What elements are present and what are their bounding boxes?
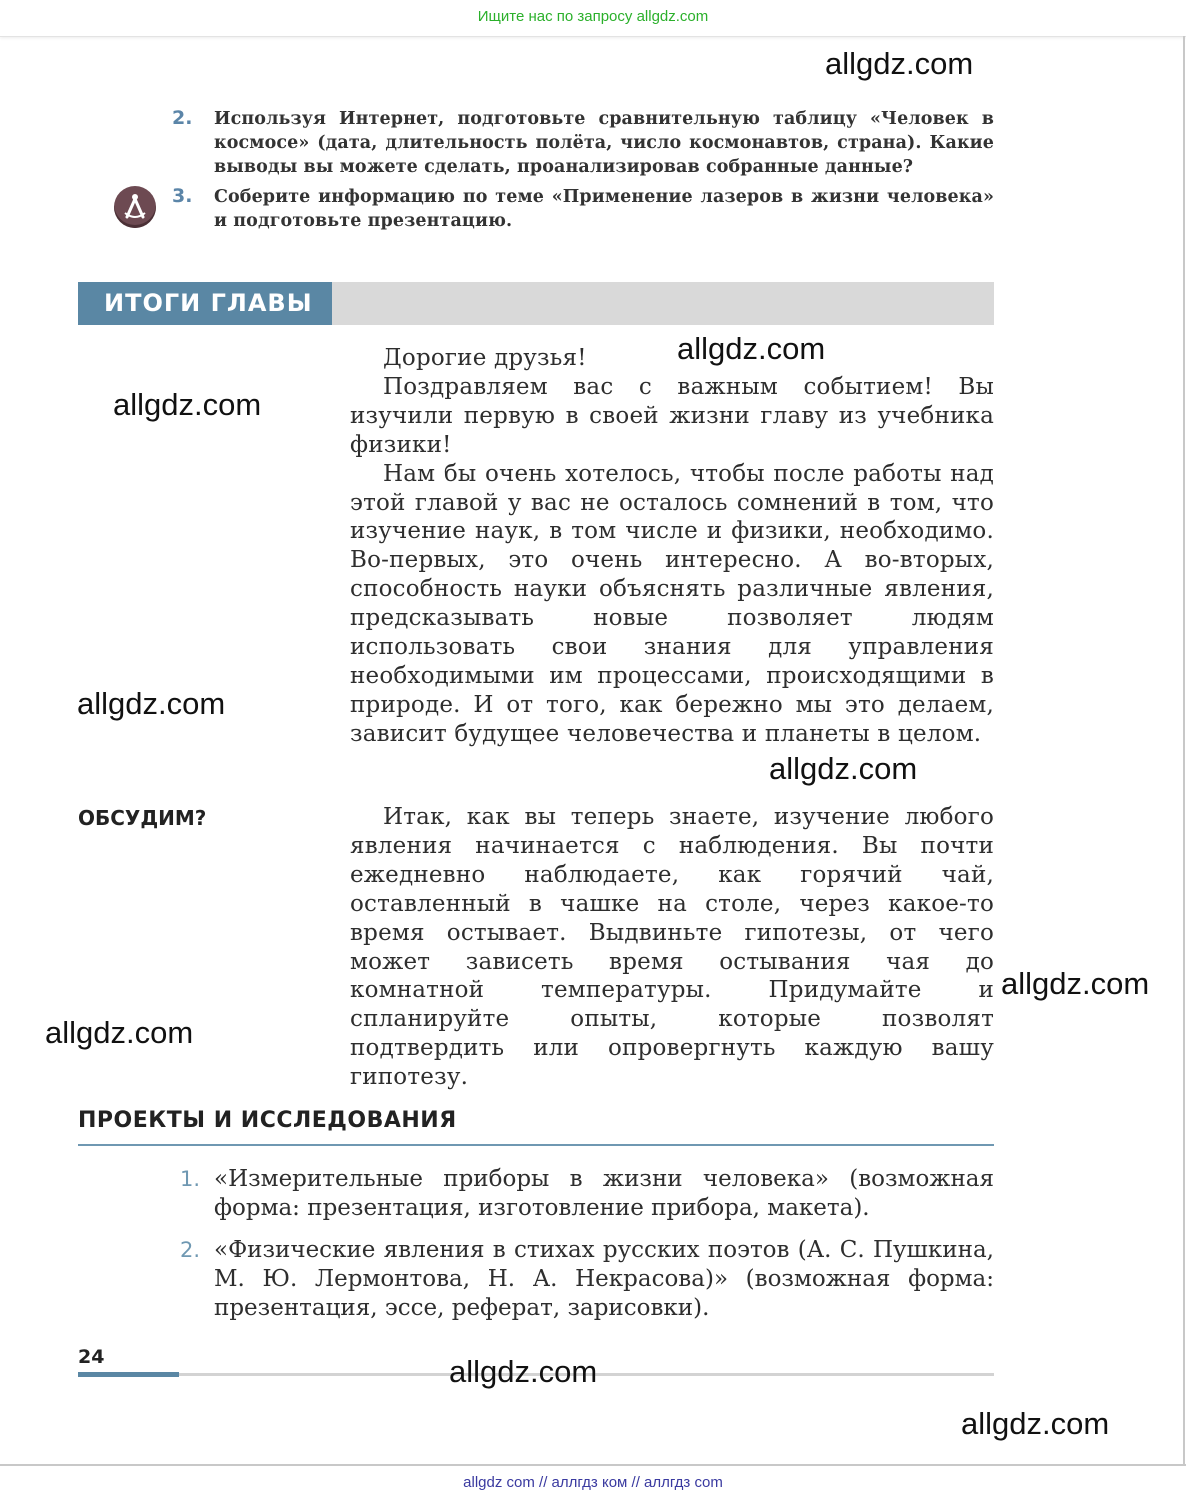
watermark: allgdz.com bbox=[113, 387, 262, 422]
summary-header: ИТОГИ ГЛАВЫ bbox=[78, 282, 332, 325]
task-text: Используя Интернет, подготовьте сравнительную таблицу «Человек в космосе» (дата, длительность полёта, число космонавтов, страна). Какие выводы вы можете сделать, проанализировав собранные данные? bbox=[214, 109, 994, 177]
watermark: allgdz.com bbox=[449, 1354, 598, 1389]
projects-rule bbox=[78, 1144, 994, 1146]
discuss-paragraph: Итак, как вы теперь знаете, изучение любого явления начинается с наблюдения. Вы почти ежедневно наблюдаете, как горячий чай, оставленный в чашке на столе, через какое-то время остывает. Выдвиньте гипотезы, от чего может зависеть время остывания чая до комнатной температуры. Придумайте и спланируйте опыты, которые позволят подтвердить или опровергнуть каждую вашу гипотезу. bbox=[350, 804, 994, 1091]
watermark: allgdz.com bbox=[825, 46, 974, 81]
summary-paragraph: Поздравляем вас с важным событием! Вы изучили первую в своей жизни главу из учебника физики! bbox=[350, 373, 994, 458]
task-text: Соберите информацию по теме «Применение лазеров в жизни человека» и подготовьте презентацию. bbox=[214, 187, 994, 231]
projects-title: ПРОЕКТЫ И ИССЛЕДОВАНИЯ bbox=[78, 1108, 457, 1133]
summary-paragraph: Дорогие друзья! bbox=[383, 345, 587, 371]
page-border-bottom bbox=[0, 1464, 1186, 1466]
compass-icon-graphic bbox=[114, 186, 156, 228]
compass-icon bbox=[114, 186, 156, 228]
watermark: allgdz.com bbox=[1001, 966, 1150, 1001]
task-number: 2. bbox=[172, 107, 193, 129]
footer-links[interactable]: allgdz com // аллгдз ком // аллгдз com bbox=[463, 1474, 723, 1491]
watermark: allgdz.com bbox=[961, 1406, 1110, 1441]
summary-body bbox=[350, 344, 994, 749]
project-number: 2. bbox=[180, 1238, 201, 1262]
page-rule-accent bbox=[78, 1372, 179, 1377]
task-number: 3. bbox=[172, 185, 193, 207]
watermark: allgdz.com bbox=[677, 331, 826, 366]
watermark: allgdz.com bbox=[77, 686, 226, 721]
page-border-right bbox=[1183, 36, 1185, 1466]
page-number: 24 bbox=[78, 1346, 105, 1368]
project-text: «Измерительные приборы в жизни человека» (возможная форма: презентация, изготовление прибора, макета). bbox=[214, 1166, 994, 1221]
top-banner-text[interactable]: Ищите нас по запросу allgdz.com bbox=[477, 8, 709, 25]
discuss-body bbox=[350, 803, 994, 1092]
summary-paragraph: Нам бы очень хотелось, чтобы после работы над этой главой у вас не осталось сомнений в том, что изучение наук, в том числе и физики, необходимо. Во-первых, это очень интересно. А во-вторых, способность науки объяснять различные явления, предсказывать новые позволяет людям использовать свои знания для управления необходимыми им процессами, происходящими в природе. И от того, как бережно мы это делаем, зависит будущее человечества и планеты в целом. bbox=[350, 460, 994, 747]
project-text: «Физические явления в стихах русских поэтов (А. С. Пушкина, М. Ю. Лермонтова, Н. А. Некрасова)» (возможная форма: презентация, эссе, реферат, зарисовки). bbox=[214, 1237, 994, 1321]
project-number: 1. bbox=[180, 1167, 201, 1191]
watermark: allgdz.com bbox=[769, 751, 918, 786]
discuss-label: ОБСУДИМ? bbox=[78, 806, 207, 830]
watermark: allgdz.com bbox=[45, 1015, 194, 1050]
